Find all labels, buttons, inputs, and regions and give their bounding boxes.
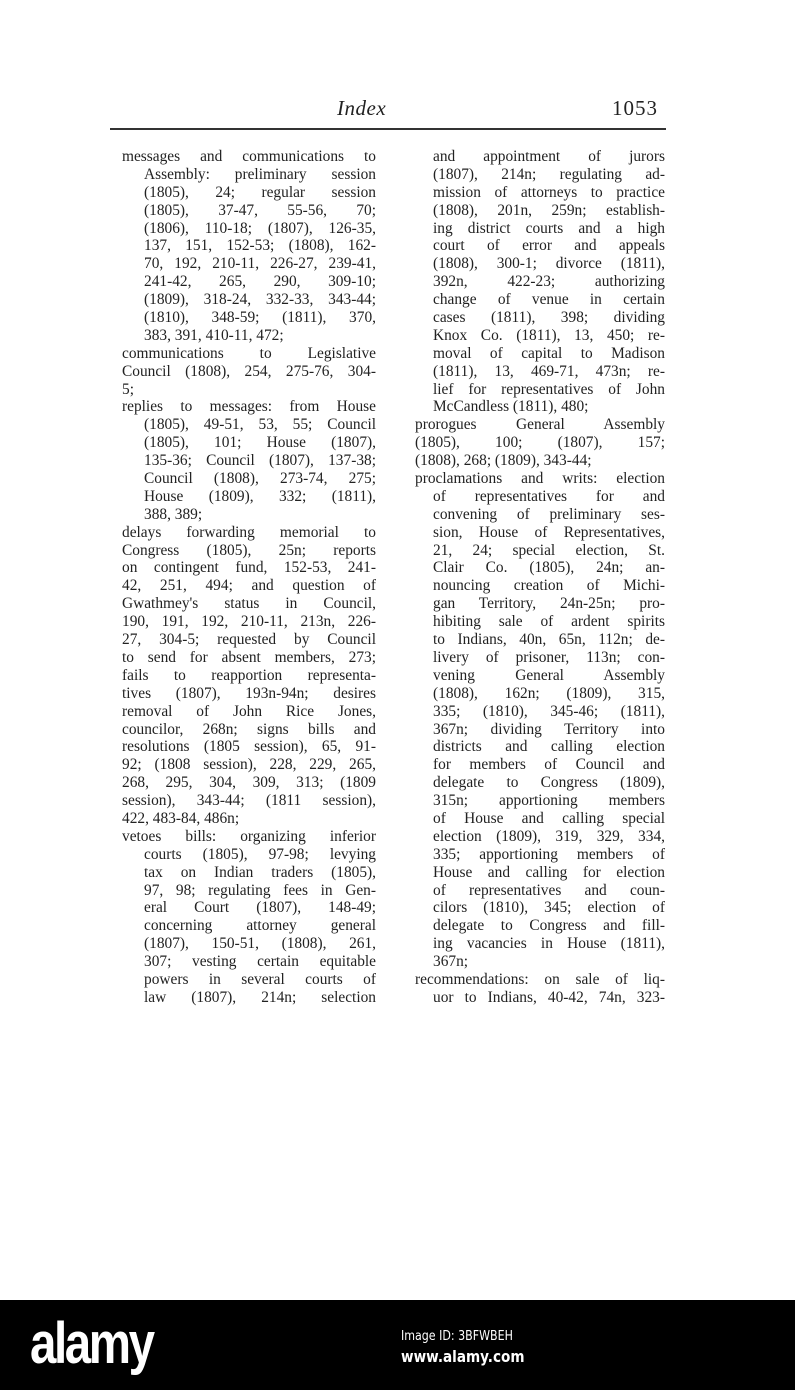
entry-line: concerning attorney general bbox=[144, 917, 376, 935]
entry-line: (1808), 201n, 259n; establish- bbox=[433, 201, 665, 219]
entry-line: mission of attorneys to practice bbox=[433, 183, 665, 201]
entry-line: hibiting sale of ardent spirits bbox=[433, 613, 665, 631]
entry-line: lief for representatives of John bbox=[433, 380, 665, 398]
entry-line: and appointment of jurors bbox=[433, 148, 665, 165]
entry-line: 21, 24; special election, St. bbox=[433, 541, 665, 559]
entry-line: tax on Indian traders (1805), bbox=[144, 863, 376, 881]
entry-line: (1811), 13, 469-71, 473n; re- bbox=[433, 362, 665, 380]
entry-line: House and calling for election bbox=[433, 863, 665, 881]
index-entry bbox=[122, 524, 376, 828]
entry-line: (1808), 162n; (1809), 315, bbox=[433, 684, 665, 702]
index-entry bbox=[415, 148, 665, 416]
entry-line: session), 343-44; (1811 session), bbox=[122, 792, 376, 810]
entry-line: 97, 98; regulating fees in Gen- bbox=[144, 881, 376, 899]
entry-line: recommendations: on sale of liq- bbox=[415, 970, 665, 988]
entry-line: livery of prisoner, 113n; con- bbox=[433, 648, 665, 666]
entry-line: (1806), 110-18; (1807), 126-35, bbox=[144, 219, 376, 237]
header-rule bbox=[110, 128, 666, 130]
entry-line: (1807), 150-51, (1808), 261, bbox=[144, 935, 376, 953]
index-entry bbox=[122, 148, 376, 345]
index-column-left bbox=[122, 148, 376, 1007]
entry-line: 388, 389; bbox=[144, 505, 203, 523]
entry-line: 190, 191, 192, 210-11, 213n, 226- bbox=[122, 613, 376, 631]
entry-line: election (1809), 319, 329, 334, bbox=[433, 827, 665, 845]
entry-line: 383, 391, 410-11, 472; bbox=[144, 326, 284, 344]
entry-line: Congress (1805), 25n; reports bbox=[122, 541, 376, 559]
entry-line: 42, 251, 494; and question of bbox=[122, 577, 376, 595]
watermark-bar bbox=[0, 1300, 795, 1390]
index-entry bbox=[122, 345, 376, 399]
entry-line: replies to messages: from House bbox=[122, 398, 376, 416]
header-title: Index bbox=[337, 96, 387, 120]
image-id: Image ID: 3BFWBEH bbox=[401, 1329, 513, 1344]
entry-line: communications to Legislative bbox=[122, 344, 376, 362]
entry-line: of representatives for and bbox=[433, 487, 665, 505]
entry-line: of representatives and coun- bbox=[433, 881, 665, 899]
entry-line: (1805), 24; regular session bbox=[144, 183, 376, 201]
entry-line: to send for absent members, 273; bbox=[122, 648, 376, 666]
index-entry bbox=[415, 971, 665, 1007]
entry-line: messages and communications to bbox=[122, 148, 376, 165]
entry-line: 367n; bbox=[433, 953, 469, 971]
entry-line: (1805), 37-47, 55-56, 70; bbox=[144, 201, 376, 219]
alamy-logo: alamy bbox=[30, 1311, 153, 1376]
entry-line: (1805), 100; (1807), 157; bbox=[415, 434, 665, 452]
index-entry bbox=[415, 416, 665, 470]
page-number: 1053 bbox=[612, 96, 658, 120]
entry-line: (1810), 348-59; (1811), 370, bbox=[144, 309, 376, 327]
index-column-right bbox=[415, 148, 665, 1007]
index-entry bbox=[122, 398, 376, 523]
entry-line: 70, 192, 210-11, 226-27, 239-41, bbox=[144, 255, 376, 273]
entry-line: cilors (1810), 345; election of bbox=[433, 899, 665, 917]
entry-line: courts (1805), 97-98; levying bbox=[144, 845, 376, 863]
entry-line: (1808), 300-1; divorce (1811), bbox=[433, 255, 665, 273]
entry-line: cases (1811), 398; dividing bbox=[433, 309, 665, 327]
entry-line: 268, 295, 304, 309, 313; (1809 bbox=[122, 774, 376, 792]
entry-line: change of venue in certain bbox=[433, 291, 665, 309]
entry-line: Knox Co. (1811), 13, 450; re- bbox=[433, 326, 665, 344]
entry-line: councilor, 268n; signs bills and bbox=[122, 720, 376, 738]
entry-line: ing vacancies in House (1811), bbox=[433, 935, 665, 953]
entry-line: 315n; apportioning members bbox=[433, 792, 665, 810]
entry-line: districts and calling election bbox=[433, 738, 665, 756]
site-url: www.alamy.com bbox=[401, 1347, 525, 1366]
entry-line: Clair Co. (1805), 24n; an- bbox=[433, 559, 665, 577]
entry-line: McCandless (1811), 480; bbox=[433, 398, 589, 416]
entry-line: vetoes bills: organizing inferior bbox=[122, 827, 376, 845]
entry-line: (1805), 101; House (1807), bbox=[144, 434, 376, 452]
entry-line: gan Territory, 24n-25n; pro- bbox=[433, 595, 665, 613]
entry-line: 422, 483-84, 486n; bbox=[122, 809, 240, 827]
entry-line: House (1809), 332; (1811), bbox=[144, 487, 376, 505]
entry-line: 137, 151, 152-53; (1808), 162- bbox=[144, 237, 376, 255]
entry-line: (1808), 268; (1809), 343-44; bbox=[415, 452, 592, 470]
index-entry bbox=[415, 470, 665, 971]
entry-line: law (1807), 214n; selection bbox=[144, 988, 376, 1006]
entry-line: Council (1808), 273-74, 275; bbox=[144, 470, 376, 488]
entry-line: to Indians, 40n, 65n, 112n; de- bbox=[433, 631, 665, 649]
entry-line: 27, 304-5; requested by Council bbox=[122, 631, 376, 649]
entry-line: 135-36; Council (1807), 137-38; bbox=[144, 452, 376, 470]
entry-line: 392n, 422-23; authorizing bbox=[433, 273, 665, 291]
entry-line: removal of John Rice Jones, bbox=[122, 702, 376, 720]
index-entry bbox=[122, 828, 376, 1007]
entry-line: court of error and appeals bbox=[433, 237, 665, 255]
entry-line: Gwathmey's status in Council, bbox=[122, 595, 376, 613]
entry-line: (1805), 49-51, 53, 55; Council bbox=[144, 416, 376, 434]
entry-line: powers in several courts of bbox=[144, 970, 376, 988]
entry-line: Assembly: preliminary session bbox=[144, 165, 376, 183]
entry-line: Council (1808), 254, 275-76, 304- bbox=[122, 362, 376, 380]
entry-line: convening of preliminary ses- bbox=[433, 505, 665, 523]
entry-line: of House and calling special bbox=[433, 809, 665, 827]
entry-line: 335; apportioning members of bbox=[433, 845, 665, 863]
entry-line: resolutions (1805 session), 65, 91- bbox=[122, 738, 376, 756]
entry-line: delegate to Congress and fill- bbox=[433, 917, 665, 935]
entry-line: sion, House of Representatives, bbox=[433, 523, 665, 541]
entry-line: nouncing creation of Michi- bbox=[433, 577, 665, 595]
entry-line: tives (1807), 193n-94n; desires bbox=[122, 684, 376, 702]
entry-line: (1809), 318-24, 332-33, 343-44; bbox=[144, 291, 376, 309]
entry-line: fails to reapportion representa- bbox=[122, 666, 376, 684]
entry-line: proclamations and writs: election bbox=[415, 470, 665, 488]
entry-line: (1807), 214n; regulating ad- bbox=[433, 165, 665, 183]
entry-line: moval of capital to Madison bbox=[433, 344, 665, 362]
entry-line: 5; bbox=[122, 380, 134, 398]
entry-line: ing district courts and a high bbox=[433, 219, 665, 237]
entry-line: eral Court (1807), 148-49; bbox=[144, 899, 376, 917]
entry-line: vening General Assembly bbox=[433, 666, 665, 684]
entry-line: delays forwarding memorial to bbox=[122, 523, 376, 541]
entry-line: 335; (1810), 345-46; (1811), bbox=[433, 702, 665, 720]
entry-line: on contingent fund, 152-53, 241- bbox=[122, 559, 376, 577]
entry-line: uor to Indians, 40-42, 74n, 323- bbox=[433, 988, 665, 1006]
entry-line: 92; (1808 session), 228, 229, 265, bbox=[122, 756, 376, 774]
entry-line: 307; vesting certain equitable bbox=[144, 953, 376, 971]
entry-line: 241-42, 265, 290, 309-10; bbox=[144, 273, 376, 291]
entry-line: 367n; dividing Territory into bbox=[433, 720, 665, 738]
entry-line: for members of Council and bbox=[433, 756, 665, 774]
entry-line: delegate to Congress (1809), bbox=[433, 774, 665, 792]
entry-line: prorogues General Assembly bbox=[415, 416, 665, 434]
